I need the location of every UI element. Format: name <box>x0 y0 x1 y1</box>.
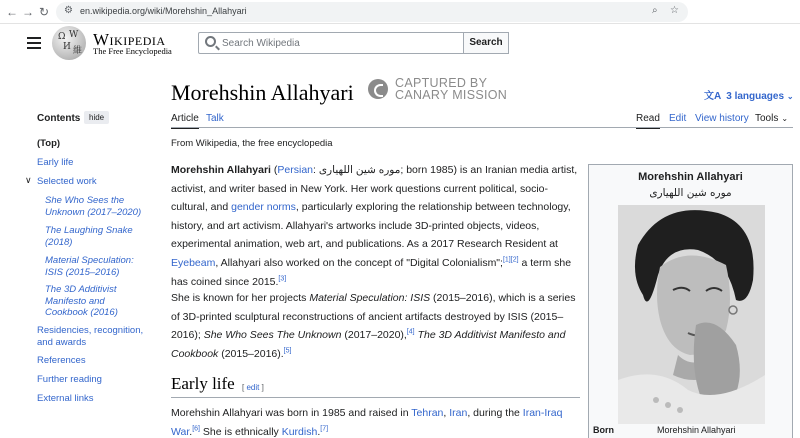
translate-icon: 文A <box>704 91 722 102</box>
intro-paragraph <box>171 161 580 291</box>
infobox-name: Morehshin Allahyari <box>638 171 743 183</box>
text: : موره شین اللهیاری; born 1985) is an Iranian media artist, activist, and writer based in New York. Her work questions current political, socio-cultural, and <box>171 164 578 214</box>
persian-link[interactable]: Persian <box>277 164 313 176</box>
work-title: She Who Sees The Unknown <box>203 329 342 342</box>
text: (2015–2016). <box>218 347 284 360</box>
bracket: ] <box>259 383 264 392</box>
languages-button[interactable] <box>704 87 794 102</box>
eyebeam-link[interactable]: Eyebeam <box>171 256 216 269</box>
toc-item-she-who-sees[interactable]: She Who Sees the Unknown (2017–2020) <box>45 195 142 218</box>
toc-item-laughing-snake[interactable]: The Laughing Snake (2018) <box>45 225 133 248</box>
tehran-link[interactable]: Tehran <box>411 407 444 419</box>
languages-label: 3 languages <box>726 91 785 102</box>
tab-read[interactable]: Read <box>636 113 660 124</box>
work-title: Material Speculation: ISIS <box>309 292 431 304</box>
watermark-line1: CAPTURED BY <box>395 76 488 90</box>
text: , <box>443 407 450 419</box>
reference-5[interactable]: [5] <box>283 347 292 355</box>
text: ( <box>270 164 278 176</box>
back-icon[interactable]: ← <box>6 5 18 19</box>
tab-article[interactable]: Article <box>171 113 199 124</box>
toc-item-top[interactable]: (Top) <box>37 138 61 149</box>
text: (2017–2020), <box>341 329 407 342</box>
canary-mission-logo <box>368 79 388 99</box>
text: , particularly exploring the relationship between technology, history, and art activism. Allahyari's artworks include 3D-printed objects, videos, experimental animation, web art, and publications. As a 2017 Research Resident at <box>171 201 571 251</box>
text: . <box>317 425 321 438</box>
toc-item-references[interactable]: References <box>37 355 86 366</box>
toc-item-early-life[interactable]: Early life <box>37 157 74 168</box>
subject-name: Morehshin Allahyari <box>171 164 271 176</box>
tools-menu[interactable] <box>755 113 788 124</box>
text: , Allahyari also worked on the concept of "Digital Colonialism"; <box>215 256 503 269</box>
wikipedia-tagline: The Free Encyclopedia <box>93 46 172 56</box>
text: (2015–2016), which is a series of 3D-printed sculptural reconstructions of ancient artifacts destroyed by ISIS (2015–2016); <box>171 292 576 342</box>
wikipedia-wordmark[interactable]: Wikipedia <box>93 30 166 49</box>
toc-item-3d-additivist[interactable]: The 3D Additivist Manifesto and Cookbook (2016) <box>45 284 118 318</box>
text: She is ethnically <box>200 425 282 438</box>
search-placeholder: Search Wikipedia <box>222 38 300 49</box>
site-info-icon[interactable]: ⚙ <box>64 5 73 16</box>
url-text[interactable]: en.wikipedia.org/wiki/Morehshin_Allahyari <box>80 6 247 16</box>
address-bar[interactable] <box>56 2 688 22</box>
page-title: Morehshin Allahyari <box>171 80 354 105</box>
infobox <box>588 164 793 438</box>
text: . <box>189 425 193 438</box>
early-life-paragraph <box>171 404 580 438</box>
toc-heading: Contents <box>37 113 81 124</box>
toc-item-residencies[interactable]: Residencies, recognition, and awards <box>37 325 144 348</box>
reference-6[interactable]: [6] <box>192 425 200 433</box>
section-heading-early-life: Early life <box>171 374 235 393</box>
wikipedia-globe-logo[interactable]: Ω W И 維 <box>52 26 86 60</box>
search-input[interactable] <box>198 32 464 54</box>
iran-link[interactable]: Iran <box>449 407 468 419</box>
zoom-icon[interactable]: ⌕ <box>652 5 658 16</box>
tab-view-history[interactable]: View history <box>695 113 749 124</box>
edit-link[interactable]: edit <box>246 383 260 392</box>
toc-item-external-links[interactable]: External links <box>37 393 94 404</box>
infobox-born-value: Morehshin Allahyari <box>657 425 736 435</box>
infobox-native-name: موره شین اللهیاری <box>649 187 732 199</box>
search-icon <box>205 36 216 47</box>
reference-4[interactable]: [4] <box>406 328 415 336</box>
chevron-down-icon: ⌄ <box>781 114 789 123</box>
chevron-down-icon: ⌄ <box>786 92 794 101</box>
forward-icon[interactable]: → <box>22 5 34 19</box>
text: Morehshin Allahyari was born in 1985 and raised in <box>171 407 412 419</box>
bookmark-star-icon[interactable]: ☆ <box>670 5 679 16</box>
section-edit-link[interactable] <box>242 383 264 392</box>
tab-talk[interactable]: Talk <box>206 113 224 124</box>
projects-paragraph <box>171 289 580 363</box>
iran-iraq-war-link[interactable]: Iran-Iraq War <box>171 407 563 438</box>
search-button[interactable]: Search <box>463 32 509 54</box>
portrait-image <box>618 205 765 424</box>
infobox-born-label: Born <box>593 425 614 435</box>
work-title: The 3D Additivist Manifesto and Cookbook <box>171 329 566 360</box>
gender-norms-link[interactable]: gender norms <box>231 201 296 214</box>
text: , during the <box>467 407 523 419</box>
toc-item-material-speculation[interactable]: Material Speculation: ISIS (2015–2016) <box>45 255 134 278</box>
text: a term she has coined since 2015. <box>171 256 572 288</box>
chevron-down-icon[interactable]: ∨ <box>25 175 32 185</box>
toc-item-selected-work[interactable]: Selected work <box>37 176 97 187</box>
toc-hide-button[interactable]: hide <box>84 111 109 124</box>
reference-2[interactable]: [2] <box>510 256 519 264</box>
from-wikipedia-note: From Wikipedia, the free encyclopedia <box>171 138 333 149</box>
tools-label: Tools <box>755 113 779 124</box>
bracket: [ <box>242 383 247 392</box>
kurdish-link[interactable]: Kurdish <box>281 425 318 438</box>
tab-edit[interactable]: Edit <box>669 113 687 124</box>
main-menu-icon[interactable] <box>27 37 41 52</box>
reference-7[interactable]: [7] <box>320 425 329 433</box>
watermark-line2: CANARY MISSION <box>395 88 508 102</box>
toc-item-further-reading[interactable]: Further reading <box>37 374 102 385</box>
text: She is known for her projects <box>171 292 310 304</box>
heading-divider <box>171 397 580 398</box>
browser-toolbar <box>0 0 800 24</box>
reload-icon[interactable]: ↻ <box>38 5 50 19</box>
reference-1[interactable]: [1] <box>502 256 511 264</box>
reference-3[interactable]: [3] <box>278 275 287 283</box>
portrait-photo[interactable] <box>618 205 765 424</box>
tabs-divider <box>171 127 793 128</box>
